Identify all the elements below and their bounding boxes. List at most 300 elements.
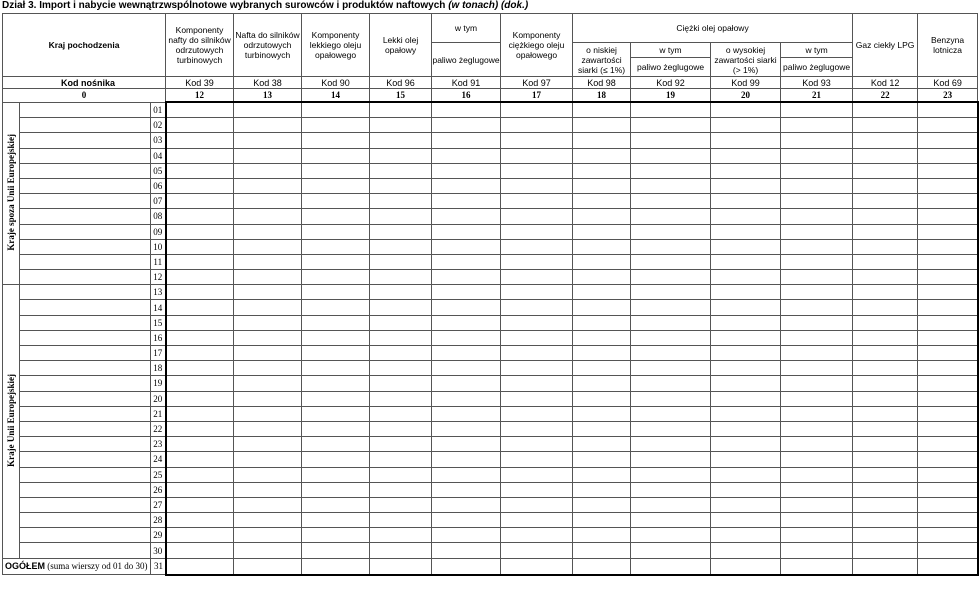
input-cell[interactable] [432,376,501,391]
country-input-cell[interactable] [20,528,151,543]
input-cell[interactable] [370,361,432,376]
input-cell[interactable] [573,163,631,178]
input-cell[interactable] [631,315,711,330]
country-input-cell[interactable] [20,330,151,345]
input-cell[interactable] [166,178,234,193]
input-cell[interactable] [573,285,631,300]
input-cell[interactable] [370,102,432,118]
input-cell[interactable] [711,452,781,467]
input-cell[interactable] [781,346,853,361]
input-cell[interactable] [631,558,711,575]
input-cell[interactable] [302,421,370,436]
input-cell[interactable] [370,558,432,575]
input-cell[interactable] [711,513,781,528]
input-cell[interactable] [234,300,302,315]
input-cell[interactable] [234,163,302,178]
input-cell[interactable] [573,148,631,163]
input-cell[interactable] [853,254,918,269]
input-cell[interactable] [573,467,631,482]
input-cell[interactable] [234,421,302,436]
input-cell[interactable] [432,224,501,239]
input-cell[interactable] [501,452,573,467]
input-cell[interactable] [853,224,918,239]
country-input-cell[interactable] [20,452,151,467]
input-cell[interactable] [370,376,432,391]
input-cell[interactable] [631,391,711,406]
input-cell[interactable] [234,239,302,254]
input-cell[interactable] [234,543,302,558]
input-cell[interactable] [234,482,302,497]
input-cell[interactable] [573,330,631,345]
input-cell[interactable] [711,254,781,269]
input-cell[interactable] [918,346,978,361]
input-cell[interactable] [370,224,432,239]
input-cell[interactable] [302,148,370,163]
input-cell[interactable] [781,285,853,300]
input-cell[interactable] [302,285,370,300]
input-cell[interactable] [432,437,501,452]
input-cell[interactable] [631,361,711,376]
input-cell[interactable] [573,513,631,528]
input-cell[interactable] [631,133,711,148]
input-cell[interactable] [853,482,918,497]
input-cell[interactable] [234,133,302,148]
input-cell[interactable] [370,391,432,406]
input-cell[interactable] [234,224,302,239]
input-cell[interactable] [631,452,711,467]
input-cell[interactable] [853,315,918,330]
input-cell[interactable] [711,102,781,118]
input-cell[interactable] [631,528,711,543]
country-input-cell[interactable] [20,376,151,391]
input-cell[interactable] [501,421,573,436]
input-cell[interactable] [918,133,978,148]
input-cell[interactable] [166,148,234,163]
input-cell[interactable] [302,558,370,575]
input-cell[interactable] [918,239,978,254]
input-cell[interactable] [234,194,302,209]
input-cell[interactable] [781,391,853,406]
input-cell[interactable] [501,285,573,300]
input-cell[interactable] [631,285,711,300]
input-cell[interactable] [234,452,302,467]
input-cell[interactable] [166,330,234,345]
input-cell[interactable] [432,361,501,376]
input-cell[interactable] [711,178,781,193]
input-cell[interactable] [302,163,370,178]
input-cell[interactable] [166,437,234,452]
input-cell[interactable] [711,239,781,254]
input-cell[interactable] [573,437,631,452]
input-cell[interactable] [234,285,302,300]
input-cell[interactable] [370,178,432,193]
input-cell[interactable] [631,239,711,254]
input-cell[interactable] [501,513,573,528]
input-cell[interactable] [166,421,234,436]
input-cell[interactable] [370,194,432,209]
input-cell[interactable] [781,330,853,345]
input-cell[interactable] [711,482,781,497]
input-cell[interactable] [166,558,234,575]
input-cell[interactable] [573,300,631,315]
input-cell[interactable] [501,300,573,315]
input-cell[interactable] [432,315,501,330]
input-cell[interactable] [302,406,370,421]
input-cell[interactable] [166,346,234,361]
input-cell[interactable] [781,497,853,512]
input-cell[interactable] [234,102,302,118]
input-cell[interactable] [853,285,918,300]
input-cell[interactable] [631,543,711,558]
input-cell[interactable] [918,452,978,467]
input-cell[interactable] [781,421,853,436]
input-cell[interactable] [853,270,918,285]
input-cell[interactable] [302,497,370,512]
input-cell[interactable] [432,406,501,421]
input-cell[interactable] [573,224,631,239]
input-cell[interactable] [711,467,781,482]
input-cell[interactable] [781,543,853,558]
input-cell[interactable] [631,513,711,528]
input-cell[interactable] [631,102,711,118]
input-cell[interactable] [234,467,302,482]
country-input-cell[interactable] [20,482,151,497]
input-cell[interactable] [781,513,853,528]
input-cell[interactable] [370,330,432,345]
input-cell[interactable] [918,513,978,528]
input-cell[interactable] [166,482,234,497]
input-cell[interactable] [432,391,501,406]
input-cell[interactable] [918,300,978,315]
input-cell[interactable] [302,330,370,345]
input-cell[interactable] [573,528,631,543]
input-cell[interactable] [853,194,918,209]
input-cell[interactable] [501,497,573,512]
input-cell[interactable] [711,224,781,239]
input-cell[interactable] [853,467,918,482]
input-cell[interactable] [918,163,978,178]
input-cell[interactable] [501,391,573,406]
input-cell[interactable] [234,270,302,285]
input-cell[interactable] [501,102,573,118]
input-cell[interactable] [853,452,918,467]
input-cell[interactable] [370,543,432,558]
input-cell[interactable] [573,406,631,421]
input-cell[interactable] [631,421,711,436]
input-cell[interactable] [781,178,853,193]
input-cell[interactable] [370,437,432,452]
input-cell[interactable] [166,406,234,421]
input-cell[interactable] [711,346,781,361]
input-cell[interactable] [631,178,711,193]
input-cell[interactable] [501,254,573,269]
input-cell[interactable] [370,513,432,528]
input-cell[interactable] [166,209,234,224]
country-input-cell[interactable] [20,437,151,452]
input-cell[interactable] [501,543,573,558]
input-cell[interactable] [501,315,573,330]
input-cell[interactable] [166,315,234,330]
input-cell[interactable] [853,300,918,315]
input-cell[interactable] [631,224,711,239]
input-cell[interactable] [302,513,370,528]
input-cell[interactable] [166,528,234,543]
country-input-cell[interactable] [20,315,151,330]
input-cell[interactable] [234,406,302,421]
input-cell[interactable] [711,118,781,133]
input-cell[interactable] [918,437,978,452]
country-input-cell[interactable] [20,239,151,254]
input-cell[interactable] [918,285,978,300]
input-cell[interactable] [853,178,918,193]
input-cell[interactable] [302,467,370,482]
country-input-cell[interactable] [20,102,151,118]
input-cell[interactable] [631,437,711,452]
country-input-cell[interactable] [20,467,151,482]
input-cell[interactable] [853,543,918,558]
input-cell[interactable] [234,254,302,269]
input-cell[interactable] [918,482,978,497]
country-input-cell[interactable] [20,194,151,209]
input-cell[interactable] [573,558,631,575]
input-cell[interactable] [711,361,781,376]
input-cell[interactable] [853,391,918,406]
input-cell[interactable] [711,528,781,543]
input-cell[interactable] [781,254,853,269]
input-cell[interactable] [234,497,302,512]
input-cell[interactable] [432,270,501,285]
input-cell[interactable] [166,285,234,300]
input-cell[interactable] [573,452,631,467]
input-cell[interactable] [501,346,573,361]
input-cell[interactable] [573,239,631,254]
input-cell[interactable] [781,482,853,497]
input-cell[interactable] [573,421,631,436]
input-cell[interactable] [781,270,853,285]
input-cell[interactable] [631,163,711,178]
input-cell[interactable] [918,421,978,436]
country-input-cell[interactable] [20,346,151,361]
input-cell[interactable] [573,543,631,558]
input-cell[interactable] [631,209,711,224]
input-cell[interactable] [234,330,302,345]
input-cell[interactable] [302,452,370,467]
input-cell[interactable] [918,178,978,193]
input-cell[interactable] [853,330,918,345]
input-cell[interactable] [370,421,432,436]
input-cell[interactable] [853,209,918,224]
input-cell[interactable] [853,361,918,376]
input-cell[interactable] [302,361,370,376]
input-cell[interactable] [501,118,573,133]
input-cell[interactable] [166,163,234,178]
input-cell[interactable] [501,270,573,285]
input-cell[interactable] [370,239,432,254]
input-cell[interactable] [853,148,918,163]
input-cell[interactable] [573,346,631,361]
input-cell[interactable] [781,528,853,543]
input-cell[interactable] [302,270,370,285]
input-cell[interactable] [918,497,978,512]
input-cell[interactable] [166,361,234,376]
input-cell[interactable] [501,437,573,452]
input-cell[interactable] [853,558,918,575]
input-cell[interactable] [432,513,501,528]
input-cell[interactable] [631,376,711,391]
input-cell[interactable] [302,300,370,315]
input-cell[interactable] [432,482,501,497]
input-cell[interactable] [432,102,501,118]
input-cell[interactable] [370,528,432,543]
input-cell[interactable] [781,437,853,452]
input-cell[interactable] [573,376,631,391]
input-cell[interactable] [573,118,631,133]
country-input-cell[interactable] [20,254,151,269]
input-cell[interactable] [432,558,501,575]
country-input-cell[interactable] [20,209,151,224]
input-cell[interactable] [781,163,853,178]
input-cell[interactable] [853,118,918,133]
input-cell[interactable] [432,528,501,543]
input-cell[interactable] [501,133,573,148]
input-cell[interactable] [501,528,573,543]
input-cell[interactable] [711,437,781,452]
country-input-cell[interactable] [20,300,151,315]
input-cell[interactable] [711,421,781,436]
country-input-cell[interactable] [20,361,151,376]
input-cell[interactable] [631,346,711,361]
input-cell[interactable] [918,391,978,406]
input-cell[interactable] [918,558,978,575]
input-cell[interactable] [234,528,302,543]
input-cell[interactable] [432,148,501,163]
input-cell[interactable] [370,467,432,482]
input-cell[interactable] [573,102,631,118]
input-cell[interactable] [302,346,370,361]
input-cell[interactable] [166,452,234,467]
input-cell[interactable] [302,133,370,148]
input-cell[interactable] [781,467,853,482]
input-cell[interactable] [781,300,853,315]
input-cell[interactable] [370,163,432,178]
input-cell[interactable] [302,194,370,209]
input-cell[interactable] [781,315,853,330]
input-cell[interactable] [302,376,370,391]
input-cell[interactable] [573,391,631,406]
input-cell[interactable] [631,482,711,497]
input-cell[interactable] [918,315,978,330]
input-cell[interactable] [370,497,432,512]
input-cell[interactable] [370,133,432,148]
input-cell[interactable] [370,254,432,269]
input-cell[interactable] [302,239,370,254]
input-cell[interactable] [234,148,302,163]
input-cell[interactable] [234,391,302,406]
input-cell[interactable] [432,421,501,436]
input-cell[interactable] [781,118,853,133]
input-cell[interactable] [918,148,978,163]
input-cell[interactable] [370,482,432,497]
input-cell[interactable] [918,543,978,558]
input-cell[interactable] [631,270,711,285]
input-cell[interactable] [432,285,501,300]
input-cell[interactable] [853,421,918,436]
input-cell[interactable] [631,497,711,512]
country-input-cell[interactable] [20,513,151,528]
country-input-cell[interactable] [20,118,151,133]
input-cell[interactable] [432,254,501,269]
input-cell[interactable] [432,543,501,558]
input-cell[interactable] [370,406,432,421]
input-cell[interactable] [302,391,370,406]
input-cell[interactable] [302,528,370,543]
input-cell[interactable] [432,300,501,315]
input-cell[interactable] [501,406,573,421]
input-cell[interactable] [432,163,501,178]
input-cell[interactable] [302,102,370,118]
input-cell[interactable] [501,148,573,163]
input-cell[interactable] [432,118,501,133]
input-cell[interactable] [711,376,781,391]
country-input-cell[interactable] [20,133,151,148]
input-cell[interactable] [918,194,978,209]
input-cell[interactable] [918,361,978,376]
input-cell[interactable] [370,300,432,315]
input-cell[interactable] [781,148,853,163]
input-cell[interactable] [781,209,853,224]
input-cell[interactable] [918,330,978,345]
input-cell[interactable] [166,239,234,254]
input-cell[interactable] [918,254,978,269]
input-cell[interactable] [711,315,781,330]
input-cell[interactable] [166,391,234,406]
input-cell[interactable] [432,467,501,482]
country-input-cell[interactable] [20,391,151,406]
input-cell[interactable] [234,346,302,361]
input-cell[interactable] [853,528,918,543]
input-cell[interactable] [853,133,918,148]
input-cell[interactable] [711,558,781,575]
input-cell[interactable] [711,391,781,406]
input-cell[interactable] [166,300,234,315]
input-cell[interactable] [501,239,573,254]
input-cell[interactable] [853,163,918,178]
country-input-cell[interactable] [20,270,151,285]
input-cell[interactable] [370,209,432,224]
input-cell[interactable] [918,102,978,118]
input-cell[interactable] [631,467,711,482]
input-cell[interactable] [234,315,302,330]
input-cell[interactable] [711,194,781,209]
input-cell[interactable] [432,452,501,467]
input-cell[interactable] [501,376,573,391]
input-cell[interactable] [918,209,978,224]
input-cell[interactable] [166,194,234,209]
input-cell[interactable] [711,406,781,421]
input-cell[interactable] [501,209,573,224]
input-cell[interactable] [918,224,978,239]
input-cell[interactable] [166,467,234,482]
input-cell[interactable] [573,270,631,285]
input-cell[interactable] [711,163,781,178]
input-cell[interactable] [234,376,302,391]
country-input-cell[interactable] [20,421,151,436]
input-cell[interactable] [853,346,918,361]
input-cell[interactable] [918,467,978,482]
input-cell[interactable] [432,330,501,345]
input-cell[interactable] [853,376,918,391]
input-cell[interactable] [166,102,234,118]
